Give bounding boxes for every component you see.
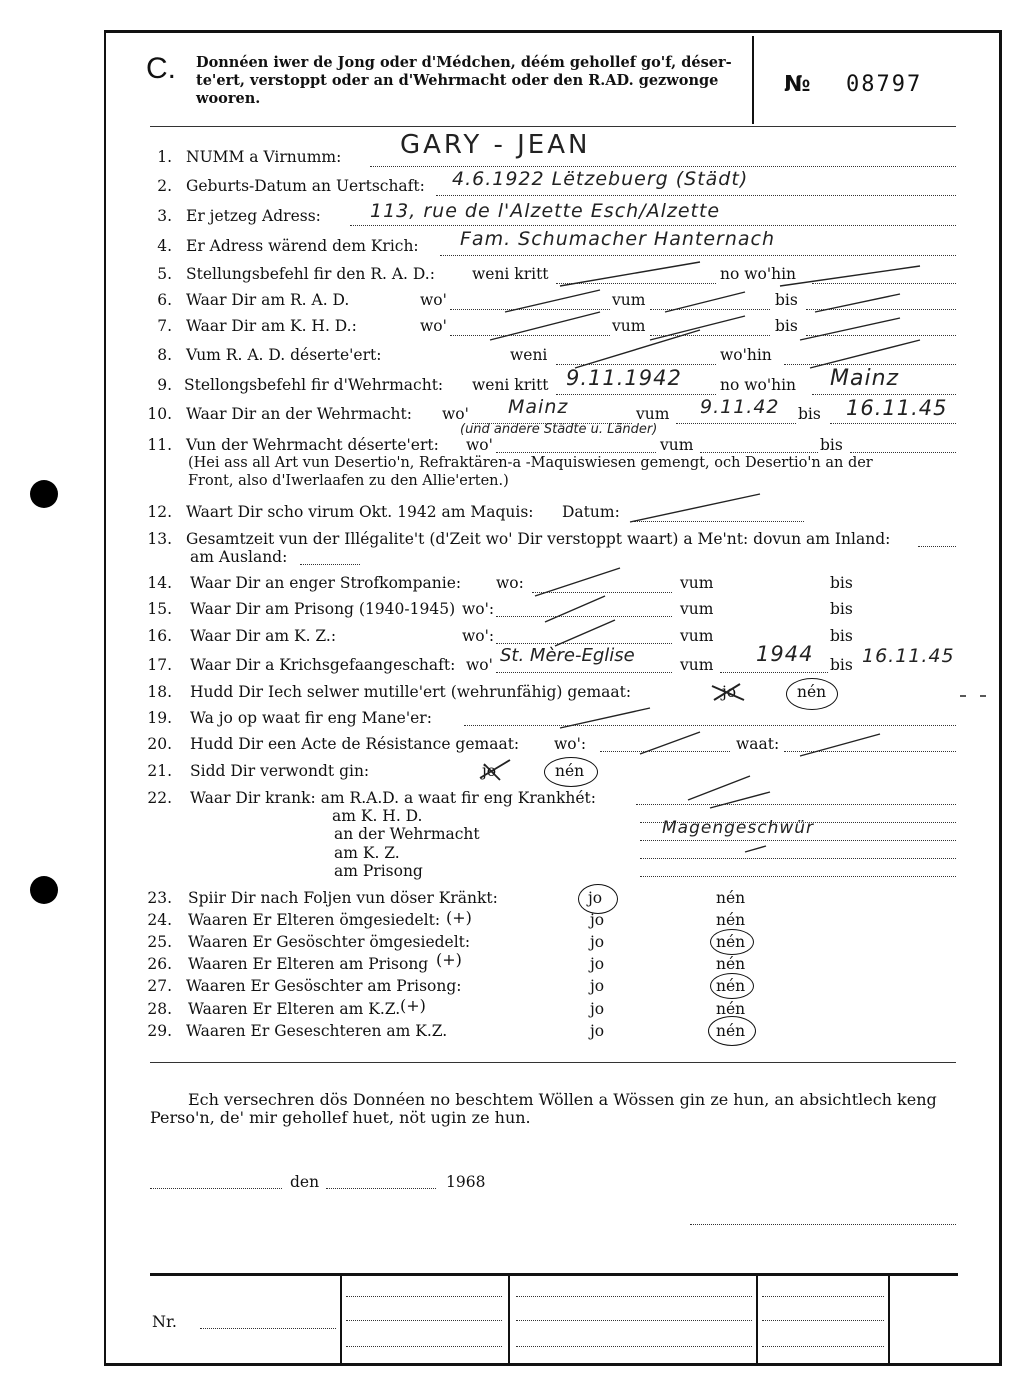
- deceased-mark: (+): [400, 996, 426, 1015]
- name-label: NUMM a Virnumm:: [186, 148, 342, 166]
- field-number: 24.: [147, 911, 172, 929]
- option-jo[interactable]: jo: [590, 1022, 605, 1040]
- option-jo[interactable]: jo: [590, 955, 605, 973]
- address-value[interactable]: 113, rue de l'Alzette Esch/Alzette: [370, 200, 721, 222]
- field-number: 22.: [147, 789, 172, 807]
- option-nen[interactable]: nén: [716, 911, 746, 929]
- illness-wehrmacht-value[interactable]: Magengeschwür: [662, 818, 815, 838]
- option-jo[interactable]: jo: [588, 889, 603, 907]
- from-label: vum: [636, 405, 670, 423]
- wehrmacht-order-date[interactable]: 9.11.1942: [566, 366, 682, 390]
- field-number: 9.: [157, 376, 172, 394]
- yesno-label: Waaren Er Elteren am K.Z.: [188, 1000, 401, 1018]
- when-label: weni kritt: [472, 376, 549, 394]
- from-label: vum: [680, 574, 714, 592]
- where-label: wo': [466, 436, 493, 454]
- field-number: 18.: [147, 683, 172, 701]
- where-label: wo':: [554, 735, 587, 753]
- field-number: 28.: [147, 1000, 172, 1018]
- option-nen[interactable]: nén: [797, 683, 827, 701]
- address-label: Er jetzeg Adress:: [186, 207, 321, 225]
- den-label: den: [290, 1173, 320, 1191]
- birth-label: Geburts-Datum an Uertschaft:: [186, 177, 425, 195]
- war-address-label: Er Adress wärend dem Krich:: [186, 237, 419, 255]
- where-label: no wo'hin: [720, 376, 797, 394]
- field-number: 20.: [147, 735, 172, 753]
- to-label: bis: [798, 405, 821, 423]
- where-label: wo': [466, 656, 493, 674]
- form-number: 08797: [846, 72, 923, 97]
- field-number: 5.: [157, 265, 172, 283]
- when-label: weni kritt: [472, 265, 549, 283]
- illness-kz-label: am K. Z.: [334, 844, 400, 862]
- section-letter: C.: [146, 52, 176, 85]
- where-label: wo:: [496, 574, 524, 592]
- field-number: 3.: [157, 207, 172, 225]
- option-jo[interactable]: jo: [590, 1000, 605, 1018]
- to-label: bis: [775, 291, 798, 309]
- resistance-label: Hudd Dir een Acte de Résistance gemaat:: [190, 735, 520, 753]
- desertion-note: (Hei ass all Art vun Desertio'n, Refraktären-a -Maquiswiesen gemengt, och Desertio'n an der: [188, 455, 873, 471]
- when-label: weni: [510, 346, 548, 364]
- wehrmacht-place[interactable]: Mainz: [508, 396, 569, 418]
- where-label: wo':: [462, 600, 495, 618]
- wehrmacht-to[interactable]: 16.11.45: [846, 396, 948, 420]
- option-nen[interactable]: nén: [716, 1022, 746, 1040]
- field-number: 7.: [157, 317, 172, 335]
- year-label: 1968: [446, 1173, 486, 1191]
- wounded-label: Sidd Dir verwondt gin:: [190, 762, 370, 780]
- option-nen[interactable]: nén: [716, 889, 746, 907]
- field-number: 15.: [147, 600, 172, 618]
- illegality-label: Gesamtzeit vun der Illégalite't (d'Zeit wo' Dir verstoppt waart) a Me'nt: dovun am Inland:: [186, 530, 891, 548]
- field-number: 10.: [147, 405, 172, 423]
- wehrmacht-from[interactable]: 9.11.42: [700, 396, 780, 418]
- deceased-mark: (+): [436, 950, 462, 969]
- where-label: wo'hin: [720, 346, 772, 364]
- field-number: 6.: [157, 291, 172, 309]
- wehrmacht-order-place[interactable]: Mainz: [830, 366, 900, 391]
- illness-label: Waar Dir krank: am R.A.D. a waat fir eng Krankhét:: [190, 789, 596, 807]
- field-number: 11.: [147, 436, 172, 454]
- rad-order-label: Stellungsbefehl fir den R. A. D.:: [186, 265, 435, 283]
- option-nen[interactable]: nén: [716, 977, 746, 995]
- field-number: 12.: [147, 503, 172, 521]
- where-label: wo': [420, 317, 447, 335]
- from-label: vum: [612, 291, 646, 309]
- option-jo[interactable]: jo: [482, 762, 497, 780]
- field-number: 13.: [147, 530, 172, 548]
- field-number: 4.: [157, 237, 172, 255]
- illness-wehrmacht-label: an der Wehrmacht: [334, 825, 480, 843]
- declaration-text: Ech versechren dös Donnéen no beschtem Wöllen a Wössen gin ze hun, an absichtlech keng: [188, 1090, 937, 1109]
- to-label: bis: [830, 656, 853, 674]
- field-number: 14.: [147, 574, 172, 592]
- deceased-mark: (+): [446, 908, 472, 927]
- rad-label: Waar Dir am R. A. D.: [186, 291, 350, 309]
- yesno-label: Waaren Er Gesöschter ömgesiedelt:: [188, 933, 471, 951]
- option-nen[interactable]: nén: [716, 1000, 746, 1018]
- from-label: vum: [612, 317, 646, 335]
- field-number: 23.: [147, 889, 172, 907]
- wehrmacht-desert-label: Vun der Wehrmacht déserte'ert:: [186, 436, 439, 454]
- field-number: 29.: [147, 1022, 172, 1040]
- from-label: vum: [680, 656, 714, 674]
- name-value[interactable]: GARY - JEAN: [400, 130, 591, 160]
- option-nen[interactable]: nén: [716, 955, 746, 973]
- from-label: vum: [680, 627, 714, 645]
- field-number: 19.: [147, 709, 172, 727]
- what-label: waat:: [736, 735, 780, 753]
- to-label: bis: [830, 600, 853, 618]
- yesno-label: Waaren Er Geseschteren am K.Z.: [186, 1022, 448, 1040]
- from-label: vum: [680, 600, 714, 618]
- illness-prison-label: am Prisong: [334, 862, 423, 880]
- maquis-label: Waart Dir scho virum Okt. 1942 am Maquis:: [186, 503, 534, 521]
- nr-label: Nr.: [152, 1312, 177, 1331]
- birth-value[interactable]: 4.6.1922 Lëtzebuerg (Städt): [452, 168, 749, 190]
- khd-label: Waar Dir am K. H. D.:: [186, 317, 357, 335]
- to-label: bis: [830, 627, 853, 645]
- form-title: Donnéen iwer de Jong oder d'Médchen, déém gehollef go'f, déser- te'ert, verstoppt oder an d'Wehrmacht oder den R.AD. gezwonge wooren.: [196, 54, 732, 107]
- to-label: bis: [820, 436, 843, 454]
- wehrmacht-label: Waar Dir an der Wehrmacht:: [186, 405, 412, 423]
- option-nen[interactable]: nén: [716, 933, 746, 951]
- where-label: wo': [420, 291, 447, 309]
- abroad-label: am Ausland:: [190, 548, 288, 566]
- where-label: wo':: [462, 627, 495, 645]
- wehrmacht-order-label: Stellongsbefehl fir d'Wehrmacht:: [184, 376, 444, 394]
- to-label: bis: [830, 574, 853, 592]
- where-label: wo': [442, 405, 469, 423]
- manner-label: Wa jo op waat fir eng Mane'er:: [190, 709, 432, 727]
- yesno-label: Waaren Er Elteren ömgesiedelt:: [188, 911, 441, 929]
- war-address-value[interactable]: Fam. Schumacher Hanternach: [460, 228, 776, 250]
- field-number: 2.: [157, 177, 172, 195]
- desertion-note-2: Front, also d'Iwerlaafen zu den Allie'erten.): [188, 473, 509, 489]
- field-number: 17.: [147, 656, 172, 674]
- declaration-text-2: Perso'n, de' mir gehollef huet, nöt ugin ze hun.: [150, 1108, 531, 1127]
- field-number: 25.: [147, 933, 172, 951]
- pow-label: Waar Dir a Krichsgefaangeschaft:: [190, 656, 456, 674]
- yesno-label: Spiir Dir nach Foljen vun döser Kränkt:: [188, 889, 498, 907]
- rad-desert-label: Vum R. A. D. déserte'ert:: [186, 346, 382, 364]
- kz-label: Waar Dir am K. Z.:: [190, 627, 337, 645]
- field-number: 26.: [147, 955, 172, 973]
- wehrmacht-note: (und andere Städte u. Länder): [460, 422, 658, 437]
- field-number: 16.: [147, 627, 172, 645]
- option-jo[interactable]: jo: [722, 683, 737, 701]
- option-jo[interactable]: jo: [590, 977, 605, 995]
- field-number: 1.: [157, 148, 172, 166]
- field-number: 8.: [157, 346, 172, 364]
- number-symbol: №: [784, 72, 811, 97]
- option-nen[interactable]: nén: [555, 762, 585, 780]
- where-label: no wo'hin: [720, 265, 797, 283]
- pow-from[interactable]: 1944: [756, 642, 814, 666]
- option-jo[interactable]: jo: [590, 911, 605, 929]
- to-label: bis: [775, 317, 798, 335]
- yesno-label: Waaren Er Elteren am Prisong: [188, 955, 429, 973]
- pow-place[interactable]: St. Mère-Eglise: [500, 645, 635, 666]
- mutilate-label: Hudd Dir Iech selwer mutille'ert (wehrunfähig) gemaat:: [190, 683, 632, 701]
- from-label: vum: [660, 436, 694, 454]
- illness-khd-label: am K. H. D.: [332, 807, 423, 825]
- option-jo[interactable]: jo: [590, 933, 605, 951]
- field-number: 27.: [147, 977, 172, 995]
- field-number: 21.: [147, 762, 172, 780]
- yesno-label: Waaren Er Gesöschter am Prisong:: [186, 977, 462, 995]
- date-label: Datum:: [562, 503, 620, 521]
- punishment-label: Waar Dir an enger Strofkompanie:: [190, 574, 462, 592]
- pow-to[interactable]: 16.11.45: [862, 645, 955, 667]
- prison-label: Waar Dir am Prisong (1940-1945): [190, 600, 456, 618]
